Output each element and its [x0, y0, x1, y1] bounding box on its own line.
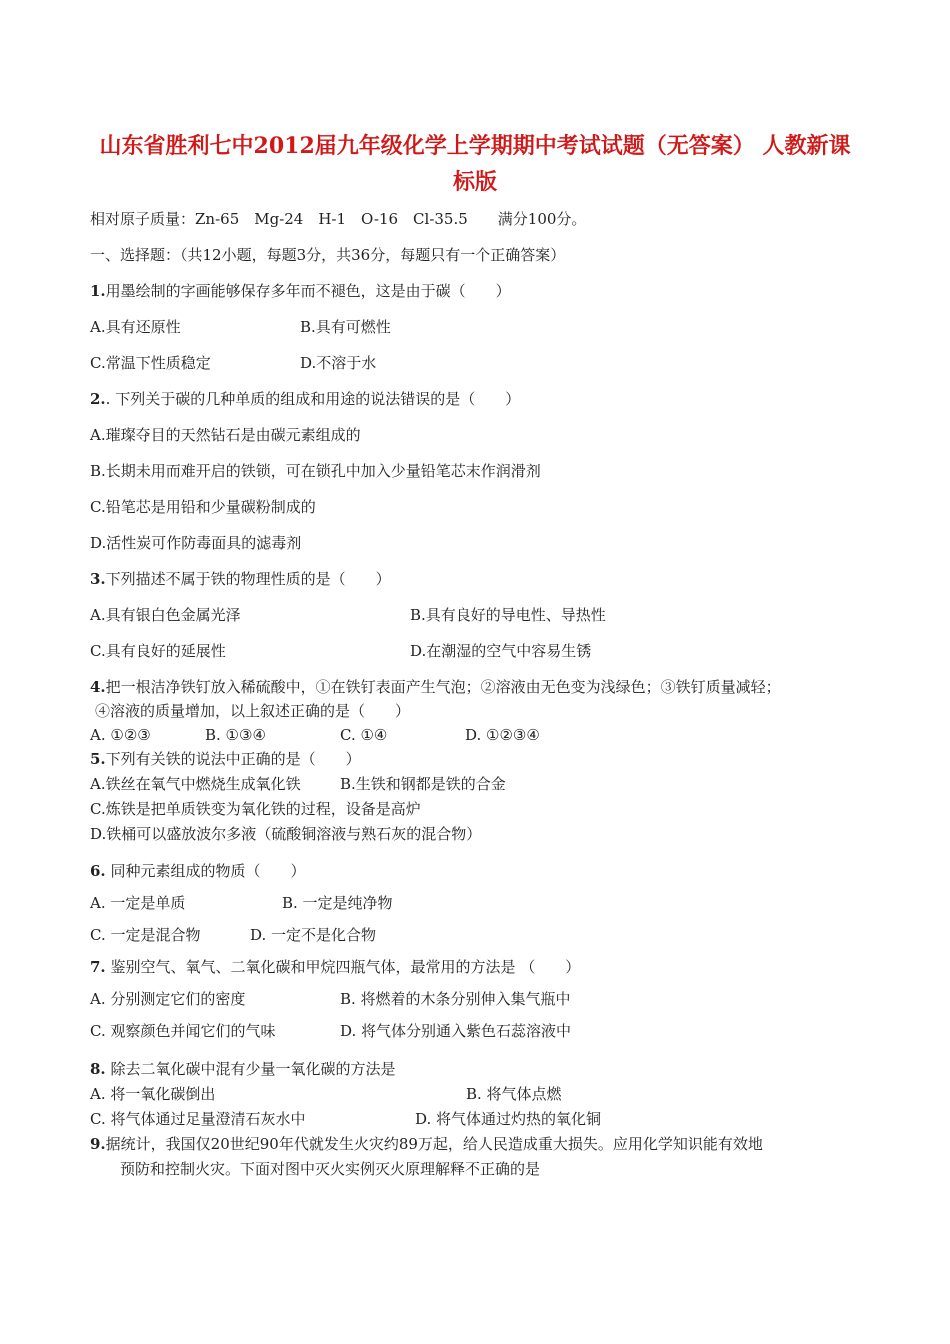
question-stem: 除去二氧化碳中混有少量一氧化碳的方法是: [105, 1060, 396, 1078]
option-c: C. 观察颜色并闻它们的气味: [90, 1022, 276, 1040]
q3-row-cd: [90, 641, 592, 661]
question-stem: 把一根洁净铁钉放入稀硫酸中，①在铁钉表面产生气泡；②溶液由无色变为浅绿色；③铁钉质量减轻；: [105, 678, 781, 696]
atomic-masses: 相对原子质量：Zn-65 Mg-24 H-1 O-16 Cl-35.5 满分100分。: [90, 210, 587, 228]
q7-row-ab: [90, 989, 571, 1009]
option-a: A.铁丝在氧气中燃烧生成氧化铁: [90, 775, 301, 793]
question-number: 1.: [90, 282, 106, 300]
q4-options: [90, 725, 540, 745]
option-b: B. 一定是纯净物: [282, 894, 393, 912]
option-b: B.具有可燃性: [300, 318, 391, 336]
option-b: B. 将燃着的木条分别伸入集气瓶中: [340, 990, 571, 1008]
option-d: D. ①②③④: [465, 726, 540, 744]
question-5: [90, 749, 361, 769]
question-number: 7.: [90, 958, 106, 976]
question-stem: 据统计，我国仅20世纪90年代就发生火灾约89万起，给人民造成重大损失。应用化学知识能有效地: [105, 1135, 763, 1153]
question-stem: . 下列关于碳的几种单质的组成和用途的说法错误的是（ ）: [105, 390, 521, 408]
question-7: [90, 957, 580, 977]
question-number: 6.: [90, 862, 106, 880]
option-d: D. 将气体分别通入紫色石蕊溶液中: [340, 1022, 572, 1040]
question-number: 8.: [90, 1060, 106, 1078]
q3-row-ab: [90, 605, 606, 625]
q8-row-ab: [90, 1084, 562, 1104]
option-b: B.具有良好的导电性、导热性: [410, 606, 606, 624]
option-a: A. 将一氧化碳倒出: [90, 1085, 216, 1103]
option-d: D.铁桶可以盛放波尔多液（硫酸铜溶液与熟石灰的混合物）: [90, 825, 482, 843]
option-a: A.具有还原性: [90, 318, 181, 336]
q6-row-cd: [90, 925, 377, 945]
question-stem: 下列描述不属于铁的物理性质的是（ ）: [105, 570, 391, 588]
option-c: C. 将气体通过足量澄清石灰水中: [90, 1110, 306, 1128]
question-stem: 同种元素组成的物质（ ）: [105, 862, 306, 880]
question-number: 5.: [90, 750, 106, 768]
option-a: A. ①②③: [90, 726, 151, 744]
question-4-cont: ④溶液的质量增加，以上叙述正确的是（ ）: [95, 702, 411, 720]
option-a: A. 分别测定它们的密度: [90, 990, 246, 1008]
question-number: 4.: [90, 678, 106, 696]
option-d: D. 一定不是化合物: [250, 926, 377, 944]
option-b: B. ①③④: [205, 726, 266, 744]
question-8: [90, 1059, 395, 1079]
question-9-cont: 预防和控制火灾。下面对图中灭火实例灭火原理解释不正确的是: [120, 1160, 541, 1178]
question-number: 3.: [90, 570, 106, 588]
page-title: [80, 128, 870, 200]
option-c: C.具有良好的延展性: [90, 642, 226, 660]
q6-row-ab: [90, 893, 393, 913]
question-2: [90, 389, 520, 409]
q8-row-cd: [90, 1109, 602, 1129]
question-stem: 鉴别空气、氧气、二氧化碳和甲烷四瓶气体，最常用的方法是 （ ）: [105, 958, 581, 976]
option-d: D.活性炭可作防毒面具的滤毒剂: [90, 534, 302, 552]
title-line-1: 山东省胜利七中2012届九年级化学上学期期中考试试题（无答案） 人教新课: [99, 133, 851, 159]
option-d: D. 将气体通过灼热的氧化铜: [415, 1110, 602, 1128]
option-c: C. ①④: [340, 726, 388, 744]
option-d: D.不溶于水: [300, 354, 377, 372]
option-c: C.常温下性质稳定: [90, 354, 211, 372]
section-heading: 一、选择题：（共12小题，每题3分，共36分，每题只有一个正确答案）: [90, 246, 566, 264]
q1-row-ab: [90, 317, 391, 337]
question-3: [90, 569, 391, 589]
option-b: B.生铁和钢都是铁的合金: [340, 775, 506, 793]
question-4: [90, 677, 781, 697]
question-6: [90, 861, 305, 881]
question-stem: 下列有关铁的说法中正确的是（ ）: [105, 750, 361, 768]
option-b: B.长期未用而难开启的铁锁，可在锁孔中加入少量铅笔芯末作润滑剂: [90, 462, 541, 480]
option-a: A.具有银白色金属光泽: [90, 606, 241, 624]
option-c: C.炼铁是把单质铁变为氧化铁的过程，设备是高炉: [90, 800, 421, 818]
question-1: [90, 281, 511, 301]
question-9: [90, 1134, 763, 1154]
q7-row-cd: [90, 1021, 572, 1041]
option-a: A. 一定是单质: [90, 894, 186, 912]
option-b: B. 将气体点燃: [466, 1085, 562, 1103]
question-number: 9.: [90, 1135, 106, 1153]
q1-row-cd: [90, 353, 377, 373]
option-c: C. 一定是混合物: [90, 926, 201, 944]
option-d: D.在潮湿的空气中容易生锈: [410, 642, 592, 660]
option-a: A.璀璨夺目的天然钻石是由碳元素组成的: [90, 426, 361, 444]
q5-row-ab: [90, 774, 506, 794]
option-c: C.铅笔芯是用铅和少量碳粉制成的: [90, 498, 316, 516]
title-line-2: 标版: [452, 169, 497, 195]
question-number: 2.: [90, 390, 106, 408]
question-stem: 用墨绘制的字画能够保存多年而不褪色，这是由于碳（ ）: [105, 282, 511, 300]
